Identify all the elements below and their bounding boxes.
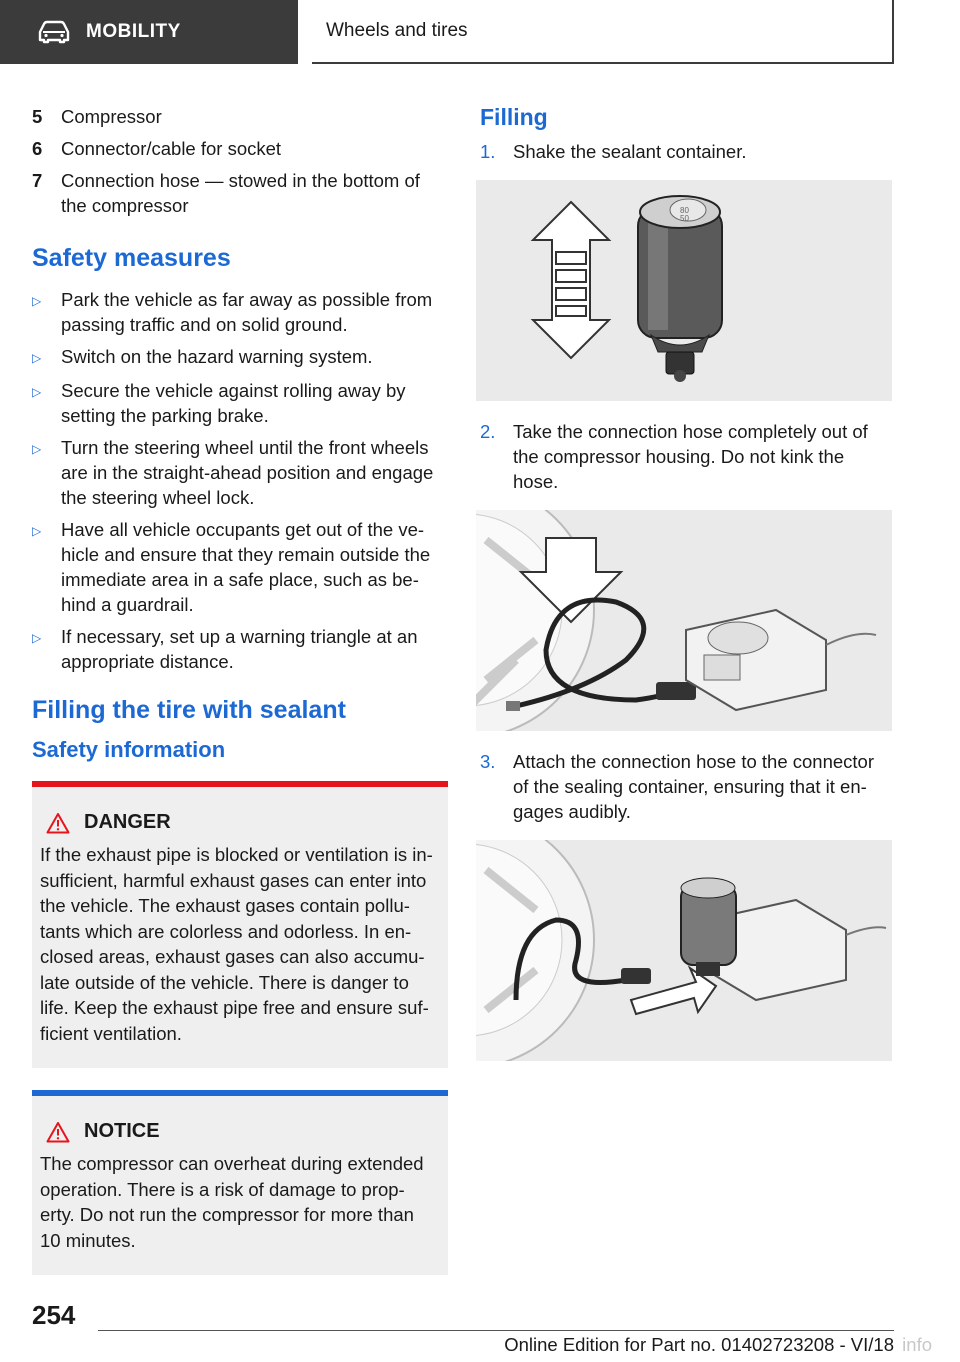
list-item xyxy=(32,517,448,617)
sealant-container-illustration xyxy=(476,180,892,401)
step-item xyxy=(476,419,892,731)
filling-heading: Filling xyxy=(480,104,548,130)
chapter-tab[interactable] xyxy=(312,0,894,64)
step-text: Shake the sealant container. xyxy=(513,141,747,162)
chapter-title: Wheels and tires xyxy=(326,20,468,41)
danger-title-row xyxy=(40,811,438,834)
svg-text:80: 80 xyxy=(680,206,689,215)
edition-text: Online Edition for Part no. 01402723208 - VI/18 xyxy=(504,1334,894,1355)
safety-measures-heading: Safety measures xyxy=(32,244,231,272)
step-item xyxy=(476,749,892,1061)
notice-body: The compressor can overheat during extended operation. There is a risk of damage to prop-erty. Do not run the compressor for more than 10 minutes. xyxy=(40,1153,424,1251)
legend-number: 6 xyxy=(32,138,43,159)
filling-sealant-heading: Filling the tire with sealant xyxy=(32,696,346,724)
section-tab[interactable] xyxy=(0,0,298,64)
step-text: Attach the connection hose to the connector of the sealing container, ensuring that it en-gages audibly. xyxy=(513,751,874,822)
notice-callout xyxy=(32,1090,448,1275)
page-number: 254 xyxy=(32,1300,76,1330)
legend-text: Connection hose — stowed in the bottom of the compressor xyxy=(61,170,420,216)
step-row xyxy=(476,749,892,824)
list-item xyxy=(32,344,448,371)
safety-measures-list xyxy=(32,287,448,674)
svg-text:50: 50 xyxy=(680,214,689,223)
step-number: 2. xyxy=(480,421,496,442)
danger-body: If the exhaust pipe is blocked or ventilation is in-sufficient, harmful exhaust gases can enter into the vehicle. The exhaust gases contain pollu-tants which are colorless and odorless. In en-closed areas, exhaust gases can also accumu-late outside of the vehicle. There is danger to life. Keep the exhaust pipe free and ensure suf-ficient ventilation. xyxy=(40,844,433,1044)
list-item xyxy=(32,435,448,510)
legend-number: 7 xyxy=(32,170,43,191)
legend-text: Compressor xyxy=(61,106,162,127)
triangle-bullet-icon: ▷ xyxy=(32,351,42,365)
notice-title: NOTICE xyxy=(84,1120,160,1142)
danger-callout xyxy=(32,781,448,1068)
legend-list xyxy=(32,104,448,218)
list-item xyxy=(32,378,448,428)
car-icon xyxy=(36,20,72,44)
list-item xyxy=(32,624,448,674)
triangle-bullet-icon: ▷ xyxy=(32,385,42,399)
step-text: Take the connection hose completely out of the compressor housing. Do not kink the hose. xyxy=(513,421,868,492)
warning-triangle-icon xyxy=(46,812,70,834)
list-item-text: If necessary, set up a warning triangle at an appropriate distance. xyxy=(61,626,418,672)
notice-title-row xyxy=(40,1120,438,1143)
legend-item xyxy=(32,168,448,218)
list-item xyxy=(32,287,448,337)
warning-triangle-icon xyxy=(46,1121,70,1143)
list-item-text: Have all vehicle occupants get out of the ve-hicle and ensure that they remain outside the immediate area in a safe place, such as be-hind a guardrail. xyxy=(61,519,431,615)
list-item-text: Turn the steering wheel until the front wheels are in the straight-ahead position and engage the steering wheel lock. xyxy=(61,437,434,508)
legend-item xyxy=(32,136,448,161)
legend-item xyxy=(32,104,448,129)
list-item-text: Switch on the hazard warning system. xyxy=(61,346,373,367)
legend-number: 5 xyxy=(32,106,43,127)
right-column xyxy=(476,104,892,1079)
triangle-bullet-icon: ▷ xyxy=(32,631,42,645)
step-row xyxy=(476,139,892,164)
left-column xyxy=(32,104,448,1275)
safety-information-heading: Safety information xyxy=(32,737,226,762)
attach-hose-illustration xyxy=(476,840,892,1061)
triangle-bullet-icon: ▷ xyxy=(32,524,42,538)
list-item-text: Secure the vehicle against rolling away by setting the parking brake. xyxy=(61,380,406,426)
step-item xyxy=(476,139,892,401)
watermark-text: info xyxy=(902,1334,932,1355)
triangle-bullet-icon: ▷ xyxy=(32,442,42,456)
step-number: 3. xyxy=(480,751,496,772)
section-title: MOBILITY xyxy=(86,21,181,42)
danger-title: DANGER xyxy=(84,811,171,833)
legend-text: Connector/cable for socket xyxy=(61,138,282,159)
connection-hose-illustration xyxy=(476,510,892,731)
triangle-bullet-icon: ▷ xyxy=(32,294,42,308)
list-item-text: Park the vehicle as far away as possible from passing traffic and on solid ground. xyxy=(61,289,433,335)
step-number: 1. xyxy=(480,141,496,162)
filling-steps xyxy=(476,139,892,1061)
step-row xyxy=(476,419,892,494)
footer-divider xyxy=(98,1330,894,1331)
